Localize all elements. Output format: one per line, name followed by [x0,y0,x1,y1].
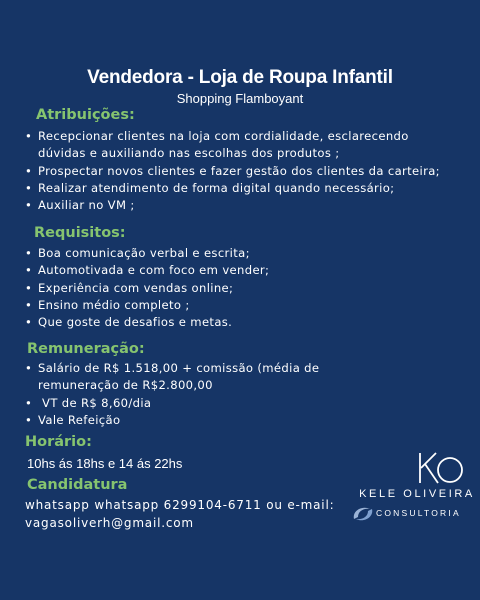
list-item: • Prospectar novos clientes e fazer gestão dos clientes da carteira; [24,163,440,180]
list-item: • Automotivada e com foco em vender; [24,262,269,279]
horario-text: 10hs ás 18hs e 14 ás 22hs [27,456,183,471]
section-heading-candidatura: Candidatura [27,477,128,493]
list-item: • VT de R$ 8,60/dia [24,395,319,412]
requisitos-list [24,245,269,331]
list-item: • Vale Refeição [24,412,319,429]
list-item: • Experiência com vendas online; [24,280,269,297]
list-item-text: Recepcionar clientes na loja com cordialidade, esclarecendo [38,129,409,143]
section-heading-atribuicoes: Atribuições: [36,107,135,123]
list-item [24,128,440,163]
page-subtitle: Shopping Flamboyant [176,91,304,106]
brand-subtitle: CONSULTORIA [376,508,461,518]
brand-swirl-icon [350,501,376,527]
list-item-text: Salário de R$ 1.518,00 + comissão (média de [38,361,320,375]
brand-name: KELE OLIVEIRA [359,488,475,500]
atribuicoes-list [24,128,440,214]
brand-logo-icon [416,451,466,485]
contact-line-whatsapp: whatsapp whatsapp 6299104-6711 ou e-mail: [25,498,335,512]
list-item [24,360,319,395]
contact-info [25,496,334,532]
list-item: • Ensino médio completo ; [24,297,269,314]
list-item: • Boa comunicação verbal e escrita; [24,245,269,262]
list-item-continuation: dúvidas e auxiliando nas escolhas dos produtos ; [38,146,340,161]
section-heading-requisitos: Requisitos: [34,225,126,241]
list-item: • Que goste de desafios e metas. [24,314,269,331]
remuneracao-list [24,360,319,429]
contact-email: vagasoliverh@gmail.com [25,516,194,530]
list-item: • Auxiliar no VM ; [24,197,440,214]
page-title: Vendedora - Loja de Roupa Infantil [87,67,393,88]
list-item: • Realizar atendimento de forma digital quando necessário; [24,180,440,197]
section-heading-remuneracao: Remuneração: [27,341,145,357]
list-item-continuation: remuneração de R$2.800,00 [38,378,213,393]
section-heading-horario: Horário: [25,434,92,450]
